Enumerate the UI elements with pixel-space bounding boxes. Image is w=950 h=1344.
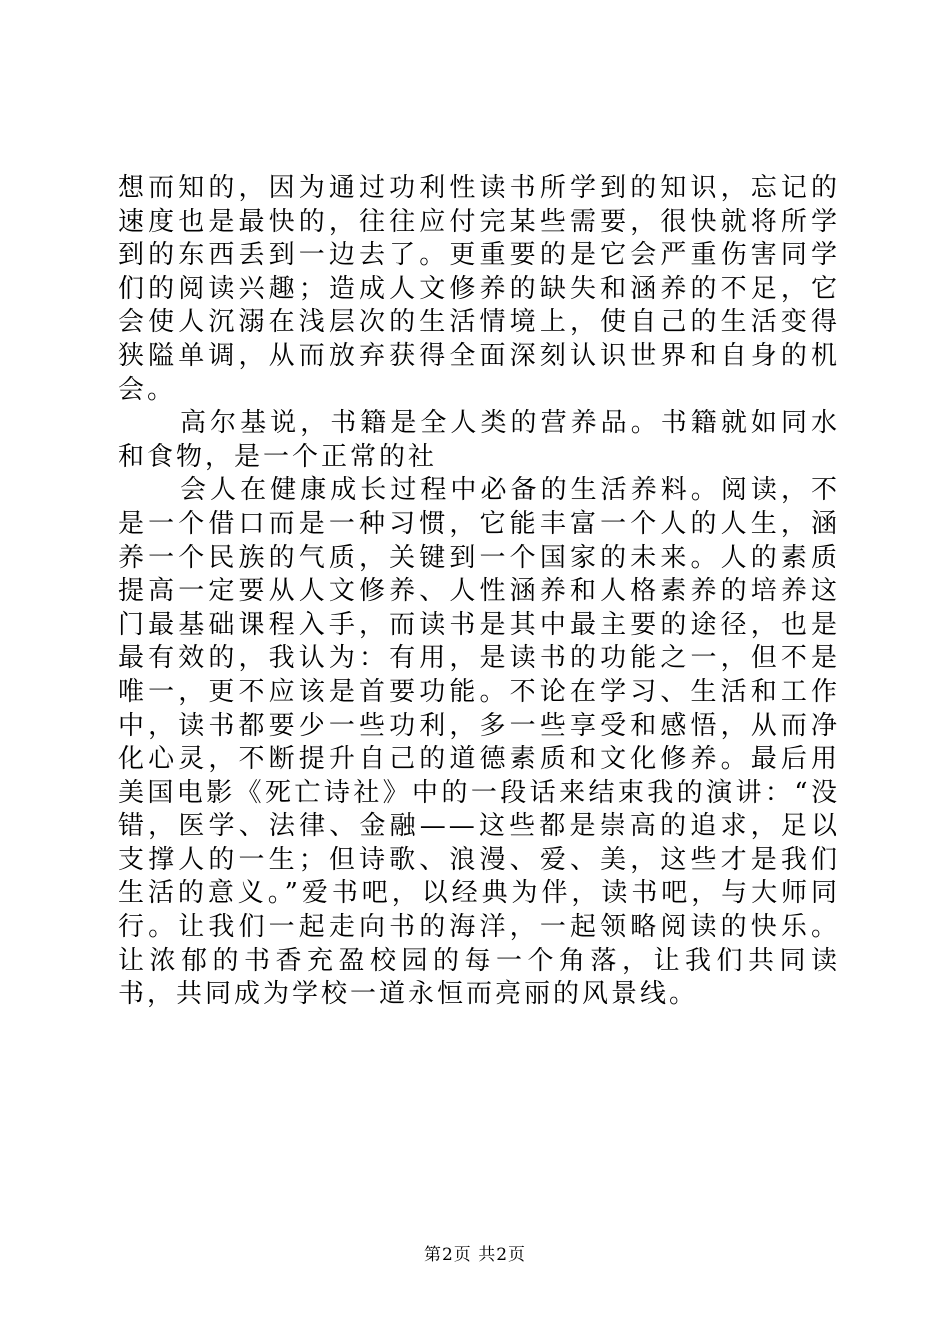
document-body: [118, 172, 840, 1012]
paragraph-3: 会人在健康成长过程中必备的生活养料。阅读，不是一个借口而是一种习惯，它能丰富一个人的人生，涵养一个民族的气质，关键到一个国家的未来。人的素质提高一定要从人文修养、人性涵养和人格素养的培养这门最基础课程入手，而读书是其中最主要的途径，也是最有效的，我认为：有用，是读书的功能之一，但不是唯一，更不应该是首要功能。不论在学习、生活和工作中，读书都要少一些功利，多一些享受和感悟，从而净化心灵，不断提升自己的道德素质和文化修养。最后用美国电影《死亡诗社》中的一段话来结束我的演讲：“没错，医学、法律、金融——这些都是崇高的追求，足以支撑人的一生；但诗歌、浪漫、爱、美，这些才是我们生活的意义。”爱书吧，以经典为伴，读书吧，与大师同行。让我们一起走向书的海洋，一起领略阅读的快乐。让浓郁的书香充盈校园的每一个角落，让我们共同读书，共同成为学校一道永恒而亮丽的风景线。: [118, 475, 840, 1010]
paragraph-2: 高尔基说，书籍是全人类的营养品。书籍就如同水和食物，是一个正常的社: [118, 408, 840, 472]
page-number-footer: 第2页 共2页: [423, 1245, 527, 1265]
paragraph-1: 想而知的，因为通过功利性读书所学到的知识，忘记的速度也是最快的，往往应付完某些需要，很快就将所学到的东西丢到一边去了。更重要的是它会严重伤害同学们的阅读兴趣；造成人文修养的缺失和涵养的不足，它会使人沉溺在浅层次的生活情境上，使自己的生活变得狭隘单调，从而放弃获得全面深刻认识世界和自身的机会。: [118, 173, 840, 405]
